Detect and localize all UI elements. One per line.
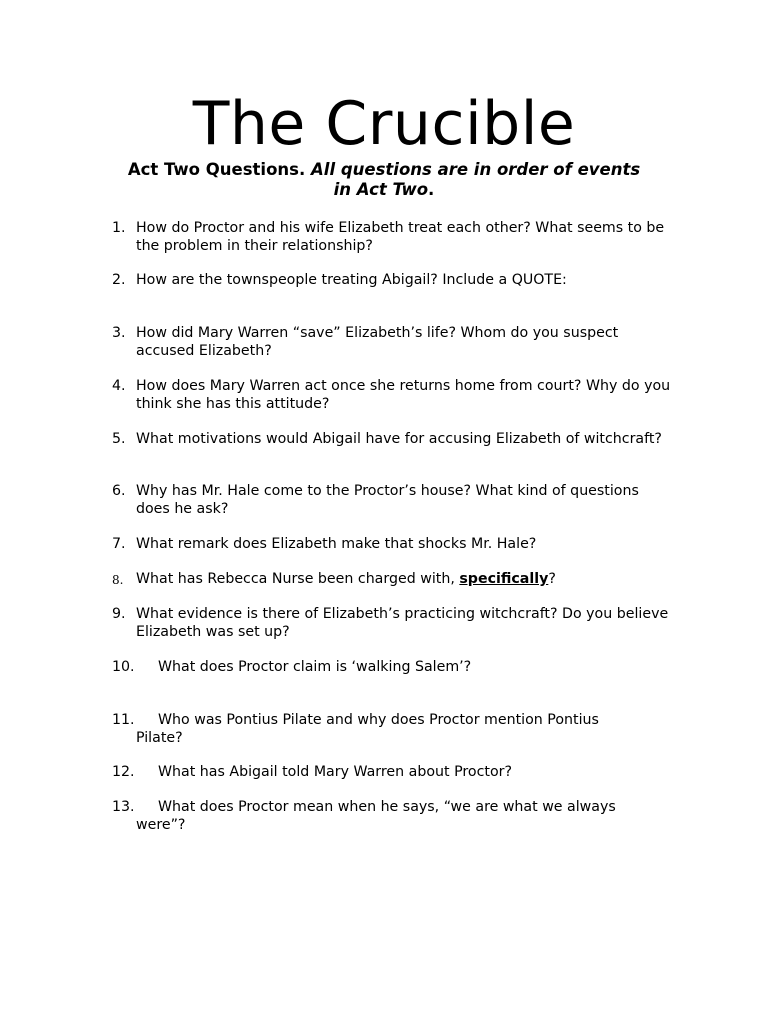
question-item [112,570,672,588]
question-text: How do Proctor and his wife Elizabeth treat each other? What seems to be the problem in their relationship? [136,220,665,254]
question-number: 4. [112,378,126,394]
question-number: 12. [112,764,135,780]
question-text-part: What has Rebecca Nurse been charged with, [136,571,460,587]
question-item [112,535,672,553]
subtitle-end: . [428,180,435,199]
question-item [112,219,672,255]
question-text: What remark does Elizabeth make that shocks Mr. Hale? [136,536,537,552]
question-text-continued: Pilate? [136,730,183,746]
question-number: 13. [112,799,135,815]
question-number: 3. [112,325,126,341]
question-number: 9. [112,606,126,622]
question-item [112,763,672,781]
question-item [112,658,672,676]
question-text: What has Abigail told Mary Warren about Proctor? [158,764,512,780]
question-item [112,324,672,360]
question-item [112,798,672,834]
question-item [112,482,672,518]
question-number: 8. [112,573,124,587]
question-number: 11. [112,712,135,728]
question-number: 7. [112,536,126,552]
subtitle-bold: Act Two Questions. [127,160,312,179]
question-number: 2. [112,272,126,288]
question-text: How did Mary Warren “save” Elizabeth’s life? Whom do you suspect accused Elizabeth? [136,325,619,359]
question-item [112,271,672,289]
question-text: How are the townspeople treating Abigail? Include a QUOTE: [136,272,567,288]
question-number: 1. [112,220,126,236]
emphasized-word: specifically [459,571,549,587]
page-title: The Crucible [192,89,576,159]
question-text: What motivations would Abigail have for accusing Elizabeth of witchcraft? [136,431,662,447]
question-text: How does Mary Warren act once she returns home from court? Why do you think she has this attitude? [136,378,671,412]
question-text: Who was Pontius Pilate and why does Proctor mention Pontius [158,712,599,728]
question-item [112,377,672,413]
question-number: 5. [112,431,126,447]
question-text-continued: were”? [136,817,186,833]
question-item [112,711,672,747]
question-text-part: ? [548,571,556,587]
question-text: What does Proctor mean when he says, “we are what we always [158,799,616,815]
question-number: 6. [112,483,126,499]
subtitle [120,160,648,200]
question-item [112,605,672,641]
question-text: Why has Mr. Hale come to the Proctor’s house? What kind of questions does he ask? [136,483,639,517]
subtitle-italic: All questions are in order of events in Act Two [311,160,641,199]
question-text [136,570,672,588]
question-text: What evidence is there of Elizabeth’s practicing witchcraft? Do you believe Elizabeth was set up? [136,606,669,640]
question-item [112,430,672,448]
question-number: 10. [112,659,135,675]
question-text: What does Proctor claim is ‘walking Salem’? [158,659,472,675]
